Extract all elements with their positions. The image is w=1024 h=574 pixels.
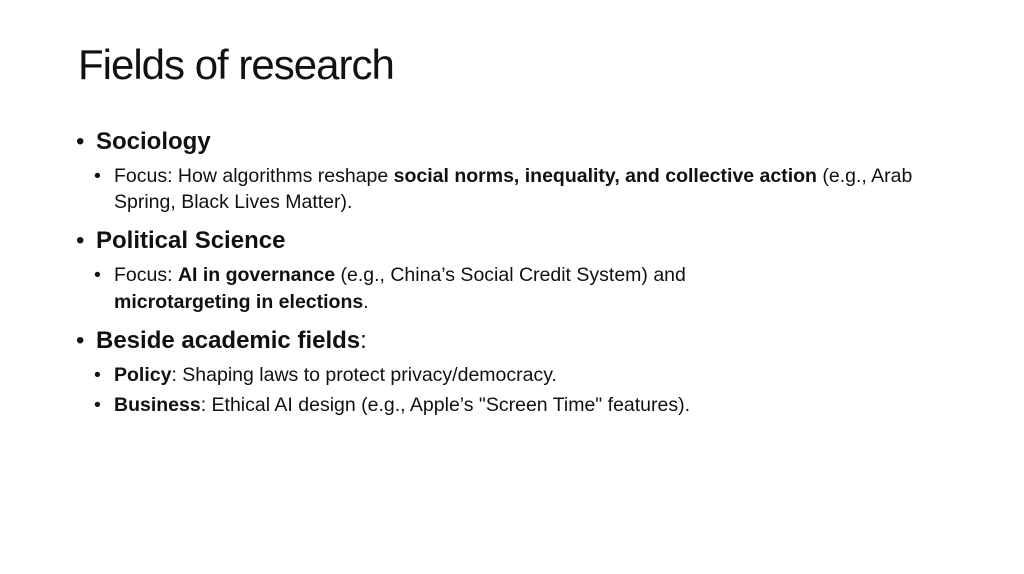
list-item [92, 262, 754, 315]
section-heading-suffix: : [360, 326, 367, 354]
bullet-beside-academic-fields [74, 327, 954, 356]
bullet-dot: • [94, 363, 101, 386]
item-text: (e.g., Arab Spring, Black Lives Matter). [114, 164, 913, 214]
sociology-subitems [92, 163, 954, 216]
bullet-dot: • [94, 164, 101, 187]
item-text-bold: Policy [114, 363, 172, 386]
list-item [92, 163, 954, 216]
list-item-policy [92, 362, 954, 388]
slide-body [74, 128, 954, 422]
slide-title: Fields of research [78, 41, 394, 88]
bullet-dot: • [76, 128, 85, 155]
bullet-political-science [74, 227, 954, 256]
item-text: . [363, 290, 369, 313]
bullet-sociology [74, 128, 954, 157]
section-heading: Sociology [96, 128, 211, 155]
section-heading: Political Science [96, 227, 286, 255]
item-text-bold: microtargeting in elections [114, 290, 364, 313]
item-text: (e.g., China’s Social Credit System) and [335, 264, 686, 287]
bullet-dot: • [94, 264, 101, 287]
section-heading: Beside academic fields [96, 326, 361, 354]
item-text: Focus: [114, 264, 178, 287]
item-text: : Shaping laws to protect privacy/democracy. [171, 363, 557, 386]
item-text: : Ethical AI design (e.g., Apple’s "Screen Time" features). [200, 393, 691, 416]
bullet-dot: • [76, 326, 85, 354]
bullet-dot: • [94, 393, 101, 416]
item-text-bold: Business [114, 393, 201, 416]
bullet-dot: • [76, 227, 85, 255]
item-text: Focus: How algorithms reshape [114, 164, 394, 187]
item-text-bold: AI in governance [177, 264, 336, 287]
political-science-subitems [92, 262, 954, 315]
item-text-bold: social norms, inequality, and collective action [393, 164, 817, 187]
list-item-business [92, 392, 954, 418]
beside-academic-subitems [92, 362, 954, 419]
